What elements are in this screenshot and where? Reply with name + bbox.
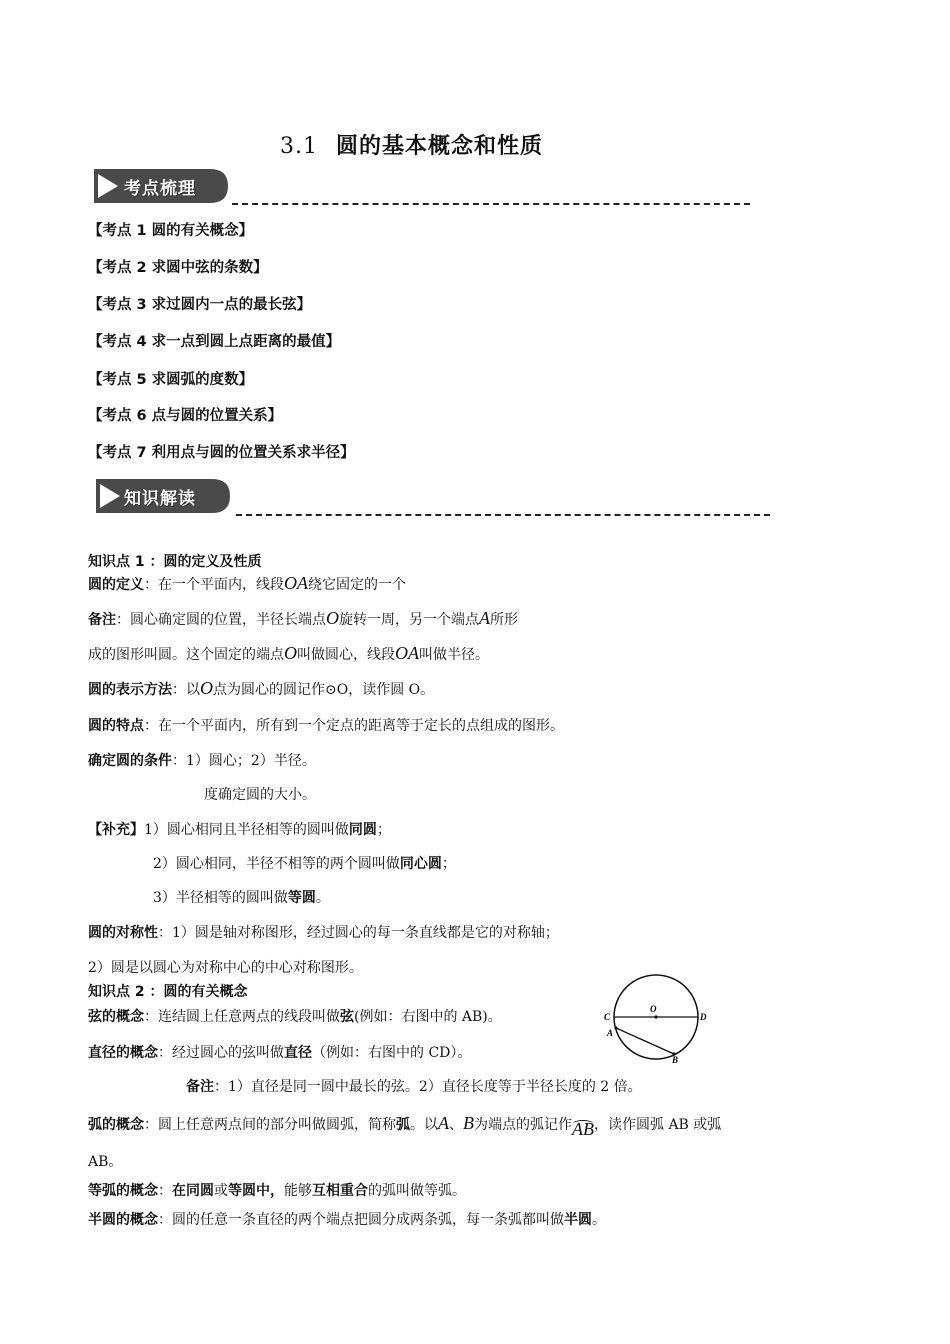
arc-ab-symbol: AB: [572, 1119, 594, 1139]
note-line: 备注：圆心确定圆的位置，半径长端点O旋转一周，另一个端点A所形: [88, 608, 518, 628]
list-item: 【考点 2 求圆中弦的条数】: [88, 260, 268, 276]
semicircle-line: 半圆的概念：圆的任意一条直径的两个端点把圆分成两条弧，每一条弧都叫做半圆。: [88, 1212, 606, 1228]
label-a: A: [607, 1028, 614, 1038]
page-title: [280, 129, 543, 160]
chord-line: 弦的概念：连结圆上任意两点的线段叫做弦(例如：右图中的 AB)。: [88, 1009, 502, 1025]
condition-line: 确定圆的条件：1）圆心；2）半径。: [88, 753, 316, 769]
note-line: 备注：1）直径是同一圆中最长的弦。2）直径长度等于半径长度的 2 倍。: [186, 1079, 642, 1095]
arc-line: 弧的概念：圆上任意两点间的部分叫做圆弧，简称弧。以A、B为端点的弧记作AB，读作圆弧 AB 或弧: [88, 1113, 722, 1139]
arc-line-2: AB。: [88, 1154, 123, 1170]
equal-arc-line: 等弧的概念：在同圆或等圆中，能够互相重合的弧叫做等弧。: [88, 1183, 466, 1199]
symmetry-line-2: 2）圆是以圆心为对称中心的中心对称图形。: [88, 960, 363, 976]
symmetry-line: 圆的对称性：1）圆是轴对称图形，经过圆心的每一条直线都是它的对称轴；: [88, 925, 559, 941]
list-item: 【考点 4 求一点到圆上点距离的最值】: [88, 334, 341, 350]
list-item: 【考点 3 求过圆内一点的最长弦】: [88, 297, 312, 313]
dashed-divider: [236, 514, 770, 516]
list-item: 【考点 6 点与圆的位置关系】: [88, 408, 283, 424]
banner-label: 考点梳理: [124, 179, 196, 199]
section-heading: 知识点 1 ：圆的定义及性质: [88, 554, 262, 570]
definition-line: 圆的定义：在一个平面内，线段OA绕它固定的一个: [88, 573, 406, 593]
list-item: 【考点 7 利用点与圆的位置关系求半径】: [88, 445, 355, 461]
center-point: [654, 1015, 657, 1018]
banner-label: 知识解读: [124, 489, 196, 509]
label-b: B: [672, 1055, 679, 1065]
representation-line: 圆的表示方法：以O点为圆心的圆记作⊙O，读作圆 O。: [88, 678, 435, 698]
label-d: D: [700, 1012, 707, 1022]
condition-line-2: 度确定圆的大小。: [204, 787, 316, 803]
supplement-line-3: 3）半径相等的圆叫做等圆。: [153, 890, 330, 906]
banner-kaodian: [90, 166, 230, 206]
diameter-line: 直径的概念：经过圆心的弦叫做直径（例如：右图中的 CD）。: [88, 1045, 472, 1061]
point-a: [614, 1026, 617, 1029]
supplement-line-2: 2）圆心相同，半径不相等的两个圆叫做同心圆；: [153, 856, 456, 872]
supplement-line-1: 【补充】1）圆心相同且半径相等的圆叫做同圆；: [88, 822, 391, 838]
banner-zhishi: [90, 476, 234, 516]
feature-line: 圆的特点：在一个平面内，所有到一个定点的距离等于定长的点组成的图形。: [88, 718, 564, 734]
title-number: 3.1: [280, 134, 318, 159]
label-c: C: [604, 1012, 611, 1022]
list-item: 【考点 1 圆的有关概念】: [88, 223, 254, 239]
dashed-divider: [232, 203, 750, 205]
circle-diagram: [598, 970, 718, 1065]
title-text: 圆的基本概念和性质: [336, 133, 544, 159]
note-line-continued: 成的图形叫圆。这个固定的端点O叫做圆心，线段OA叫做半径。: [88, 643, 489, 663]
list-item: 【考点 5 求圆弧的度数】: [88, 372, 254, 388]
label-o: O: [650, 1004, 657, 1014]
section-heading: 知识点 2 ：圆的有关概念: [88, 984, 248, 1000]
chord-ab: [616, 1028, 674, 1054]
